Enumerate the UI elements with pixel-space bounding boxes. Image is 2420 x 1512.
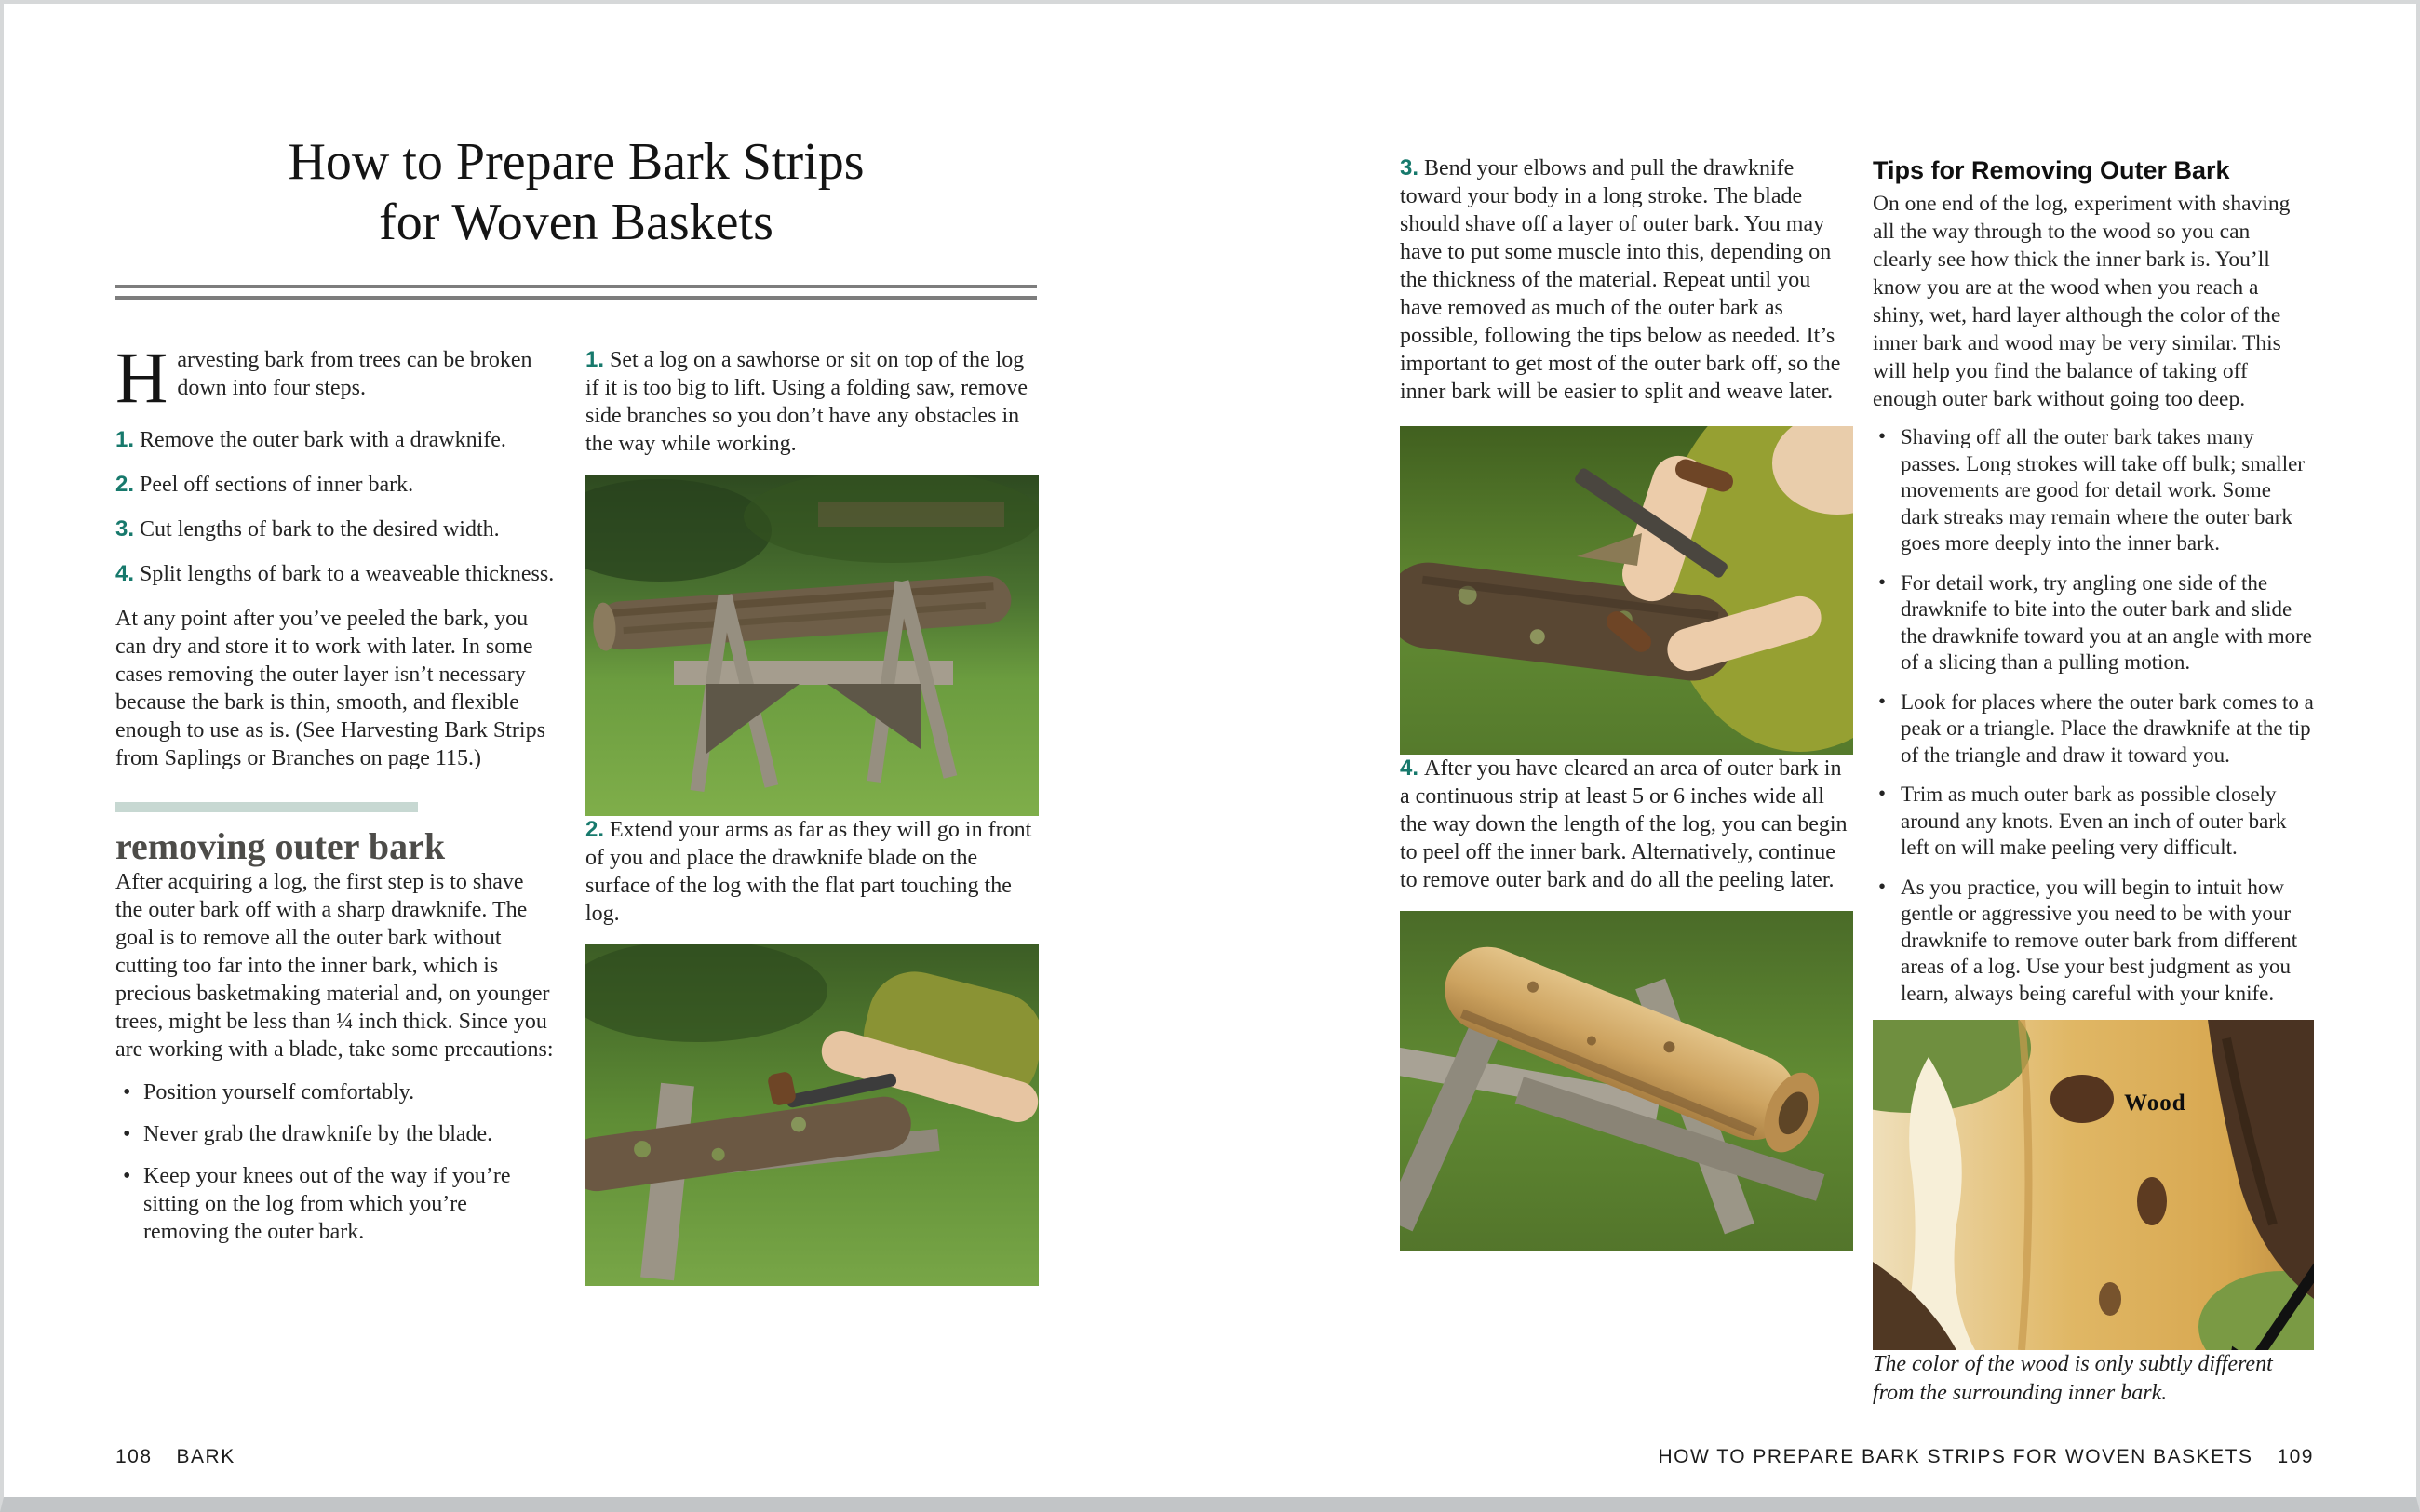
- right-steps-column: [1400, 154, 1853, 1251]
- step-1-paragraph: [585, 346, 1039, 458]
- tips-intro: On one end of the log, experiment with shaving all the way through to the wood so you can clearly see how thick the inner bark is. You’ll know you are at the wood when you reach a shiny, wet, hard layer although the color of the inner bark and wood may be very similar. This will help you find the balance of taking off enough outer bark without going too deep.: [1873, 192, 2291, 411]
- tip-item-4: • Trim as much outer bark as possible closely around any knots. Even an inch of outer bark left on will make peeling very difficult.: [1873, 782, 2314, 862]
- photo-step3-shaving-bark: [1400, 426, 1853, 755]
- step-2-text: Extend your arms as far as they will go in front of you and place the drawknife blade on the surface of the log with the flat part touching the log.: [585, 818, 1032, 926]
- precaution-item-3: • Keep your knees out of the way if you’re sitting on the log from which you’re removing the outer bark.: [115, 1162, 555, 1246]
- step-2-number: 2.: [585, 817, 605, 842]
- overview-step-2-text: Peel off sections of inner bark.: [140, 473, 414, 497]
- section-divider-bar: [115, 802, 418, 812]
- photo-step4-peeled-log: [1400, 911, 1853, 1251]
- section-body: After acquiring a log, the first step is to shave the outer bark off with a sharp drawknife. The goal is to remove all the outer bark without cutting too far into the inner bark, which is precious basketmaking material and, on younger trees, might be less than ¼ inch thick. Since you are working with a blade, take some precautions:: [115, 870, 554, 1062]
- left-intro-column: [115, 337, 555, 1260]
- step-1-number: 1.: [585, 347, 605, 372]
- overview-step-4-text: Split lengths of bark to a weaveable thickness.: [140, 562, 555, 586]
- overview-step-2: [115, 471, 555, 499]
- overview-step-3-number: 3.: [115, 516, 135, 542]
- drop-cap: H: [115, 337, 168, 418]
- steps-overview-list: [115, 426, 555, 588]
- step-4-paragraph: [1400, 755, 1853, 894]
- overview-step-4: [115, 560, 555, 588]
- wood-annotation-label: Wood: [2124, 1090, 2186, 1116]
- step-1-text: Set a log on a sawhorse or sit on top of the log if it is too big to lift. Using a folding saw, remove side branches so you don’t have any obstacles in the way while working.: [585, 348, 1028, 456]
- page-title-line-2: for Woven Baskets: [379, 193, 773, 251]
- tip-item-2: • For detail work, try angling one side of the drawknife to bite into the outer bark and slide the drawknife toward you at an angle with more of a slicing than a pulling motion.: [1873, 570, 2314, 676]
- photo-step4-illustration: [1400, 911, 1853, 1251]
- intro-paragraph: [115, 337, 555, 418]
- right-page-number: 109: [2277, 1446, 2314, 1467]
- photo-caption: The color of the wood is only subtly different from the surrounding inner bark.: [1873, 1352, 2273, 1405]
- overview-step-3-text: Cut lengths of bark to the desired width.: [140, 517, 500, 542]
- wood-arrow-icon: [2089, 1126, 2314, 1350]
- left-page-number: 108: [115, 1446, 153, 1467]
- tips-column: [1873, 154, 2314, 1408]
- tip-item-3: • Look for places where the outer bark comes to a peak or a triangle. Place the drawknife at the tip of the triangle and draw it toward you.: [1873, 689, 2314, 769]
- step-2-paragraph: [585, 816, 1039, 928]
- page-title-line-1: How to Prepare Bark Strips: [288, 133, 865, 191]
- tips-heading: Tips for Removing Outer Bark: [1873, 156, 2230, 184]
- section-heading: removing outer bark: [115, 825, 446, 867]
- precaution-item-1: • Position yourself comfortably.: [115, 1078, 555, 1106]
- overview-step-1: [115, 426, 555, 454]
- overview-step-1-text: Remove the outer bark with a drawknife.: [140, 428, 506, 452]
- right-footer: [1400, 1446, 2314, 1468]
- step-4-text: After you have cleared an area of outer bark in a continuous strip at least 5 or 6 inches wide all the way down the length of the log, you can begin to peel off the inner bark. Alternatively, continue to remove outer bark and do all the peeling later.: [1400, 756, 1848, 892]
- left-footer: [115, 1446, 235, 1468]
- photo-step1-log-on-sawhorse: [585, 475, 1039, 816]
- intro-text: arvesting bark from trees can be broken down into four steps.: [177, 348, 532, 400]
- overview-step-2-number: 2.: [115, 472, 135, 497]
- tip-item-5: • As you practice, you will begin to intuit how gentle or aggressive you need to be with your drawknife to remove outer bark from different areas of a log. Use your best judgment as you learn, always being careful with your knife.: [1873, 875, 2314, 1008]
- photo-step1-illustration: [585, 475, 1039, 816]
- step-4-number: 4.: [1400, 756, 1419, 781]
- overview-step-4-number: 4.: [115, 561, 135, 586]
- page-title: [115, 132, 1037, 253]
- precaution-item-2: • Never grab the drawknife by the blade.: [115, 1120, 555, 1148]
- photo-step3-illustration: [1400, 426, 1853, 755]
- step-3-text: Bend your elbows and pull the drawknife toward your body in a long stroke. The blade should shave off a layer of outer bark. You may have to put some muscle into this, depending on the thickness of the material. Repeat until you have removed as much of the outer bark as possible, following the tips below as needed. It’s important to get most of the outer bark off, so the inner bark will be easier to split and weave later.: [1400, 156, 1841, 404]
- step-3-number: 3.: [1400, 155, 1419, 181]
- left-footer-label: BARK: [176, 1446, 235, 1467]
- photo-wood-closeup: [1873, 1020, 2314, 1350]
- photo-step2-illustration: [585, 944, 1039, 1286]
- overview-step-3: [115, 515, 555, 543]
- tip-item-1: • Shaving off all the outer bark takes many passes. Long strokes will take off bulk; smaller movements are good for detail work. Some dark streaks may remain where the outer bark goes more deeply into the inner bark.: [1873, 424, 2314, 557]
- tips-list: [1873, 424, 2314, 1007]
- title-divider-rule: [115, 285, 1037, 300]
- after-steps-paragraph: At any point after you’ve peeled the bark, you can dry and store it to work with later. In some cases removing the outer layer isn’t necessary because the bark is thin, smooth, and flexible enough to use as is. (See Harvesting Bark Strips from Saplings or Branches on page 115.): [115, 607, 545, 770]
- right-footer-label: HOW TO PREPARE BARK STRIPS FOR WOVEN BASKETS: [1658, 1446, 2253, 1467]
- precautions-list: [115, 1078, 555, 1246]
- photo-step2-placing-drawknife: [585, 944, 1039, 1286]
- left-steps-column: [585, 346, 1039, 1286]
- step-3-paragraph: [1400, 154, 1853, 406]
- overview-step-1-number: 1.: [115, 427, 135, 452]
